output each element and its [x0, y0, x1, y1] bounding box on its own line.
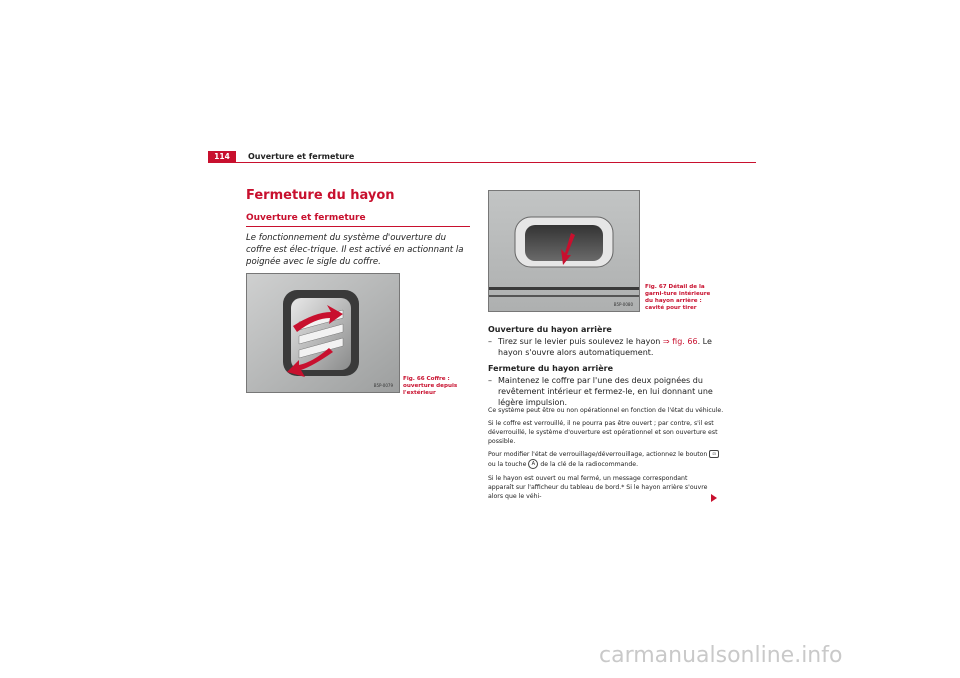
note-paragraph-1: Ce système peut être ou non opérationnel en fonction de l'état du véhicule.	[488, 407, 724, 414]
intro-paragraph: Le fonctionnement du système d'ouverture du coffre est élec-trique. Il est activé en actionnant la poignée avec le sigle du coffre.	[246, 233, 464, 267]
trunk-handle-illustration	[247, 274, 399, 392]
figure-67-image	[488, 190, 640, 312]
figure-code: B5P-0079	[373, 383, 393, 388]
running-header: Ouverture et fermeture	[248, 152, 355, 161]
figure-code: B5P-0080	[613, 302, 633, 307]
section-title: Fermeture du hayon	[246, 188, 395, 203]
header-rule	[208, 162, 756, 163]
closing-text: Maintenez le coffre par l'une des deux poignées du revêtement intérieur et fermez-le, en lui donnant une légère impulsion.	[498, 376, 713, 407]
figure-66-link[interactable]: ⇒ fig. 66	[662, 337, 698, 346]
closing-step	[488, 375, 720, 408]
subsection-title: Ouverture et fermeture	[246, 213, 366, 223]
closing-heading: Fermeture du hayon arrière	[488, 364, 614, 373]
subsection-rule	[246, 226, 470, 227]
note-3-text-before: Pour modifier l'état de verrouillage/déverrouillage, actionnez le bouton	[488, 451, 708, 458]
note-paragraph-4: Si le hayon est ouvert ou mal fermé, un message correspondant apparaît sur l'afficheur du tableau de bord.* Si le hayon arrière s'ouvre alors que le véhi-	[488, 475, 708, 500]
opening-text-before: Tirez sur le levier puis soulevez le hayon	[498, 337, 663, 346]
key-button-a-icon: A	[528, 459, 538, 469]
figure-66-image	[246, 273, 400, 393]
dash: –	[488, 337, 492, 346]
note-3-text-middle: ou la touche	[488, 461, 527, 468]
continue-arrow-icon	[711, 494, 717, 502]
note-paragraph-2: Si le coffre est verrouillé, il ne pourra pas être ouvert ; par contre, s'il est déverrouillé, le système d'ouverture est opérationnel et son ouverture est possible.	[488, 420, 718, 445]
inner-handle-illustration	[489, 191, 639, 311]
opening-step	[488, 336, 720, 358]
page-number: 114	[208, 151, 236, 163]
opening-heading: Ouverture du hayon arrière	[488, 325, 612, 334]
dash: –	[488, 376, 492, 385]
figure-67-caption: Fig. 67 Détail de la garni-ture intérieure du hayon arrière : cavité pour tirer	[645, 284, 711, 311]
note-3-text-after: de la clé de la radiocommande.	[540, 461, 639, 468]
lock-button-icon: ⊡	[709, 450, 718, 458]
note-paragraph-3	[488, 450, 728, 469]
opening-text-after: . Le hayon s'ouvre alors automatiquement.	[498, 337, 712, 357]
watermark: carmanualsonline.info	[599, 643, 843, 668]
figure-66-caption: Fig. 66 Coffre : ouverture depuis l'extérieur	[403, 376, 458, 396]
